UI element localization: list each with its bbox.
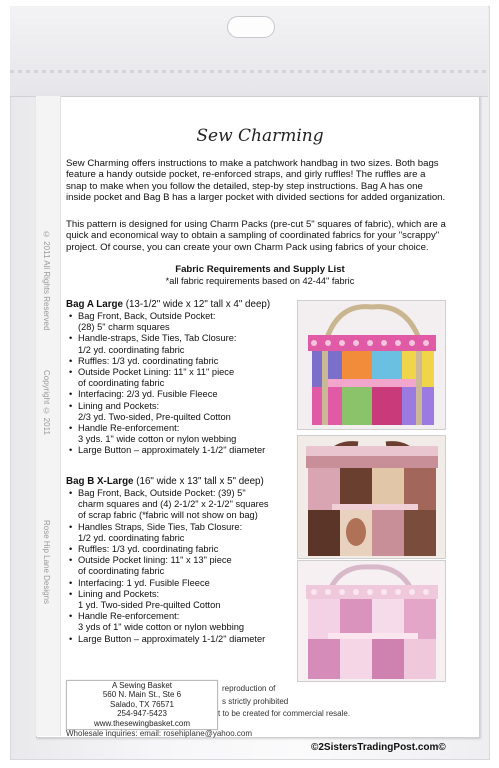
supply-item-text: of coordinating fabric (78, 378, 165, 389)
bullet-icon: • (69, 389, 73, 400)
supply-item-text: (28) 5" charm squares (78, 322, 170, 333)
bullet-icon: • (69, 333, 73, 344)
supply-item-text: Lining and Pockets: (78, 588, 160, 599)
supply-item (66, 389, 291, 400)
watermark: ©2SistersTradingPost.com© (311, 742, 446, 753)
bag-a-size: (13-1/2" wide x 12" tall x 4" deep) (125, 299, 271, 310)
page-title: Sew Charming (196, 126, 324, 146)
intro-lines-line: inside pocket and Bag B has a larger pocket with divided sections for added organization. (66, 191, 446, 203)
supply-item (66, 311, 291, 333)
store-sticker (66, 680, 218, 730)
supply-item-text: 1/2 yd. coordinating fabric (78, 532, 185, 543)
bullet-icon: • (69, 445, 73, 456)
supply-item (66, 401, 291, 423)
bullet-icon: • (69, 555, 73, 566)
bullet-icon: • (69, 355, 73, 366)
supply-item-text: of scrap fabric (*fabric will not show on bag) (78, 510, 258, 521)
supply-item (66, 555, 291, 577)
bullet-icon: • (69, 577, 73, 588)
supply-item-text: Handle Re-enforcement: (78, 423, 180, 434)
supply-item-text: of coordinating fabric (78, 566, 165, 577)
supply-item-text: 2/3 yd. Two-sided, Pre-quilted Cotton (78, 411, 231, 422)
sticker-line: 560 N. Main St., Ste 6 (102, 690, 182, 700)
supply-item (66, 423, 291, 445)
supply-item (66, 634, 291, 645)
supply-item-text: Handles Straps, Side Ties, Tab Closure: (78, 521, 243, 532)
sleeve-seal (10, 70, 488, 73)
bullet-icon: • (69, 400, 73, 411)
supply-item-text: Outside Pocket Lining: 11" x 11" piece (78, 367, 235, 378)
bullet-icon: • (69, 544, 73, 555)
supply-item-text: Interfacing: 1 yd. Fusible Fleece (78, 577, 210, 588)
supply-item-text: Handle-straps, Side Ties, Tab Closure: (78, 333, 237, 344)
side-text-2: Copyright © 2011 (42, 370, 51, 435)
bag-a-name: Bag A Large (66, 299, 123, 310)
supply-item (66, 356, 291, 367)
supply-item (66, 544, 291, 555)
copyright-text-line-2: s strictly prohibited (222, 697, 289, 706)
hang-hole (227, 16, 275, 38)
bag-b-heading (66, 476, 291, 487)
copyright-text-line-3: t to be created for commercial resale. (218, 709, 351, 718)
intro-lines-line: Sew Charming offers instructions to make a patchwork handbag in two sizes. Both bags (66, 158, 439, 169)
supply-item-text: Lining and Pockets: (78, 400, 160, 411)
bullet-icon: • (69, 611, 73, 622)
sticker-line: Salado, TX 76571 (110, 699, 174, 709)
bag-b-size: (16" wide x 13" tall x 5" deep) (136, 476, 264, 487)
supply-item (66, 522, 291, 544)
copyright-text-line-1: reproduction of (222, 684, 276, 693)
bullet-icon: • (69, 633, 73, 644)
bullet-icon: • (69, 488, 73, 498)
side-text-3: Rose Hip Lane Designs (42, 520, 51, 605)
supply-item (66, 611, 291, 633)
requirements-heading: Fabric Requirements and Supply List (175, 264, 345, 275)
supply-item-text: Bag Front, Back, Outside Pocket: (78, 311, 216, 321)
side-text-1: © 2011 All Rights Reserved (42, 230, 51, 331)
bullet-icon: • (69, 311, 73, 321)
sticker-line: 254-947-5423 (117, 709, 167, 719)
bullet-icon: • (69, 423, 73, 434)
bag-b-photo (297, 435, 446, 559)
supply-item (66, 445, 291, 456)
supply-item-text: Ruffles: 1/3 yd. coordinating fabric (78, 355, 219, 366)
supply-item-text: 3 yds. 1" wide cotton or nylon webbing (78, 434, 237, 445)
bag-a-heading (66, 299, 291, 310)
bag-a-photo (297, 300, 446, 430)
supply-item-text: Bag Front, Back, Outside Pocket: (39) 5" (78, 488, 246, 498)
charm-lines-line: This pattern is designed for using Charm Packs (pre-cut 5" squares of fabric), which are a (66, 219, 446, 230)
supply-item (66, 333, 291, 355)
charm-lines-line: quick and economical way to obtain a sampling of coordinated fabrics for your "scrappy" (66, 230, 440, 242)
supply-item-text: Large Button – approximately 1-1/2" diameter (78, 445, 266, 456)
bag-b-name: Bag B X-Large (66, 476, 134, 487)
sticker-line: www.thesewingbasket.com (93, 718, 191, 728)
supply-item-text: Handle Re-enforcement: (78, 611, 180, 622)
bag-a-supply-list (66, 311, 291, 457)
intro-lines-line: snap to make when you follow the detailed, step-by step instructions. Bag A has one (66, 180, 423, 192)
supply-item-text: charm squares and (4) 2-1/2" x 2-1/2" squares (78, 499, 269, 510)
charm-lines-line: project. Of course, you can create your own Charm Pack using fabrics of your choice. (66, 241, 429, 253)
supply-item (66, 578, 291, 589)
bag-b-second-photo (297, 560, 446, 682)
bag-a-section (66, 299, 291, 457)
supply-item-text: Ruffles: 1/3 yd. coordinating fabric (78, 544, 219, 555)
bag-b-section (66, 476, 291, 645)
supply-item (66, 589, 291, 611)
supply-item-text: 3 yds of 1" wide cotton or nylon webbing (78, 622, 245, 633)
supply-item-text: Interfacing: 2/3 yd. Fusible Fleece (78, 389, 218, 400)
bullet-icon: • (69, 367, 73, 378)
requirements-note: *all fabric requirements based on 42-44" fabric (165, 276, 355, 286)
bag-b-supply-list (66, 488, 291, 645)
supply-item-text: 1/2 yd. coordinating fabric (78, 344, 185, 355)
bullet-icon: • (69, 521, 73, 532)
supply-item (66, 488, 291, 522)
bullet-icon: • (69, 588, 73, 599)
wholesale-contact: Wholesale inquiries: email: rosehiplane@yahoo.com (66, 729, 252, 738)
sticker-line: A Sewing Basket (111, 681, 173, 690)
supply-item (66, 367, 291, 389)
supply-item-text: Outside Pocket lining: 11" x 13" piece (78, 555, 232, 566)
intro-lines-line: feature a handy outside pocket, re-enforced straps, and girly ruffles! The ruffles are a (66, 169, 426, 181)
supply-item-text: Large Button – approximately 1-1/2" diameter (78, 633, 266, 644)
supply-item-text: 1 yd. Two-sided Pre-quilted Cotton (78, 600, 221, 611)
